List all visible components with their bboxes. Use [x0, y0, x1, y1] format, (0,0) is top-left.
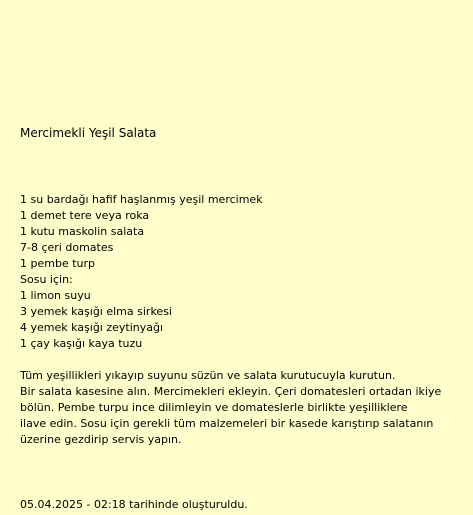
ingredient-item: 4 yemek kaşığı zeytinyağı: [20, 321, 164, 334]
recipe-title: Mercimekli Yeşil Salata: [20, 126, 157, 140]
instruction-line: üzerine gezdirip servis yapın.: [20, 433, 182, 446]
ingredient-list: [20, 192, 263, 352]
ingredient-item: 1 su bardağı hafif haşlanmış yeşil mercimek: [20, 193, 263, 206]
created-timestamp: 05.04.2025 - 02:18 tarihinde oluşturuldu.: [20, 498, 248, 511]
instruction-line: Bir salata kasesine alın. Mercimekleri ekleyin. Çeri domatesleri ortadan ikiye: [20, 385, 442, 398]
ingredient-item: 1 çay kaşığı kaya tuzu: [20, 337, 143, 350]
ingredient-item: 1 demet tere veya roka: [20, 209, 150, 222]
ingredient-item: 3 yemek kaşığı elma sirkesi: [20, 305, 172, 318]
ingredient-item: 1 limon suyu: [20, 289, 91, 302]
sauce-heading: Sosu için:: [20, 273, 73, 286]
instruction-line: bölün. Pembe turpu ince dilimleyin ve domateslerle birlikte yeşilliklere: [20, 401, 408, 414]
ingredient-item: 1 kutu maskolin salata: [20, 225, 145, 238]
instructions-paragraph: [20, 368, 460, 448]
ingredient-item: 1 pembe turp: [20, 257, 95, 270]
instruction-line: Tüm yeşillikleri yıkayıp suyunu süzün ve salata kurutucuyla kurutun.: [20, 369, 396, 382]
ingredient-item: 7-8 çeri domates: [20, 241, 114, 254]
instruction-line: ilave edin. Sosu için gerekli tüm malzemeleri bir kasede karıştırıp salatanın: [20, 417, 434, 430]
